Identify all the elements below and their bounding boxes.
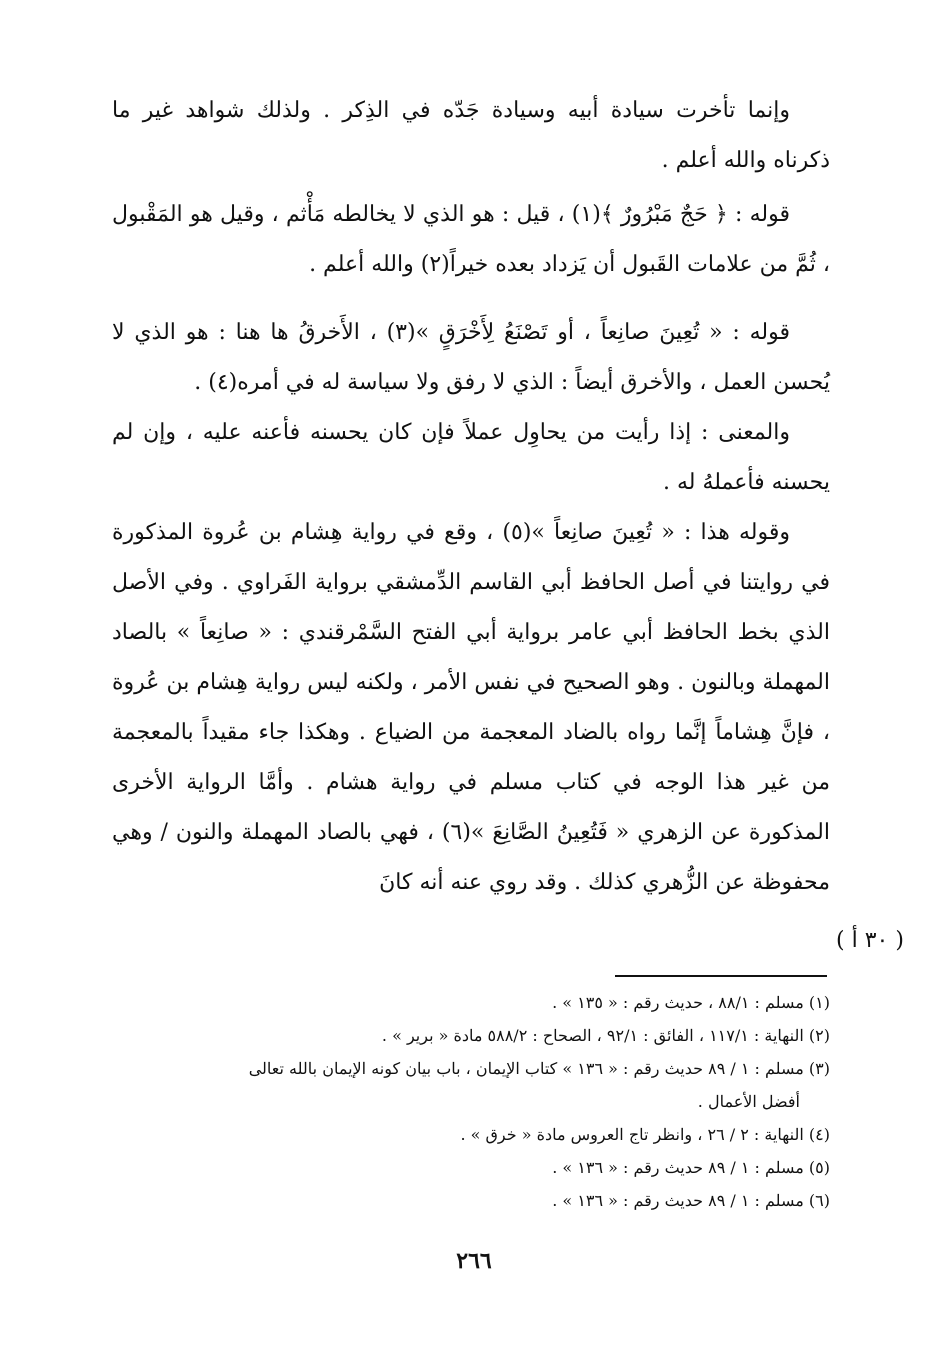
footnote-6: (٦) مسلم : ١ / ٨٩ حديث رقم : « ١٣٦ » .: [552, 1191, 830, 1210]
footnote-3: (٣) مسلم : ١ / ٨٩ حديث رقم : « ١٣٦ » كتاب الإيمان ، باب بيان كونه الإيمان بالله تعالى: [248, 1059, 830, 1078]
footnote-2: (٢) النهاية : ١١٧/١ ، الفائق : ٩٢/١ ، الصحاح : ٥٨٨/٢ مادة « برير » .: [381, 1026, 830, 1045]
paragraph-3: قوله : « تُعِينَ صانِعاً ، أو تَصْنَعُ لِأَخْرَقٍ »(٣) ، الأَخرقُ ها هنا : هو الذي لا يُحسن العمل ، والأخرق أيضاً : الذي لا رفق ولا سياسة له في أمره(٤) .: [112, 320, 830, 395]
footnote-3-continuation: أفضل الأعمال .: [697, 1092, 800, 1111]
footnote-1: (١) مسلم : ٨٨/١ ، حديث رقم : « ١٣٥ » .: [552, 993, 830, 1012]
footnote-4: (٤) النهاية : ٢ / ٢٦ ، وانظر تاج العروس مادة « خرق » .: [460, 1125, 830, 1144]
footnote-separator: [615, 975, 827, 977]
page-number: ٢٦٦: [456, 1248, 492, 1274]
footnotes: [112, 986, 830, 1217]
footnote-5: (٥) مسلم : ١ / ٨٩ حديث رقم : « ١٣٦ » .: [552, 1158, 830, 1177]
folio-margin-note: ( ٣٠ أ ): [836, 928, 904, 953]
paragraph-5: وقوله هذا : « تُعِينَ صانِعاً »(٥) ، وقع في رواية هِشام بن عُروة المذكورة في روايتنا في أصل الحافظ أبي القاسم الدِّمشقي برواية الفَراوي . وفي الأصل الذي بخط الحافظ أبي عامر برواية أبي الفتح السَّمْرقندي : « صانِعاً » بالصاد المهملة وبالنون . وهو الصحيح في نفس الأمر ، ولكنه ليس رواية هِشام بن عُروة ، فإنَّ هِشاماً إنَّما رواه بالضاد المعجمة من الضياع . وهكذا جاء مقيداً بالمعجمة من غير هذا الوجه في كتاب مسلم في رواية هشام . وأمَّا الرواية الأخرى المذكورة عن الزهري « فَتُعِينُ الصَّانِعَ »(٦) ، فهي بالصاد المهملة والنون / وهي محفوظة عن الزُّهري كذلك . وقد روي عنه أنه كانَ: [112, 520, 830, 895]
main-text: [112, 86, 830, 908]
paragraph-2: قوله : ﴿ حَجٌ مَبْرُورٌ ﴾(١) ، قيل : هو الذي لا يخالطه مَأْثم ، وقيل هو المَقْبول ، ثُمَّ من علامات القَبول أن يَزداد بعده خيراً(٢) والله أعلم .: [112, 202, 830, 277]
paragraph-4: والمعنى : إذا رأيت من يحاوِل عملاً فإن كان يحسنه فأعنه عليه ، وإن لم يحسنه فأعملهُ له .: [112, 420, 830, 495]
paragraph-1: وإنما تأخرت سيادة أبيه وسيادة جَدّه في الذِكر . ولذلك شواهد غير ما ذكرناه والله أعلم .: [112, 98, 830, 173]
